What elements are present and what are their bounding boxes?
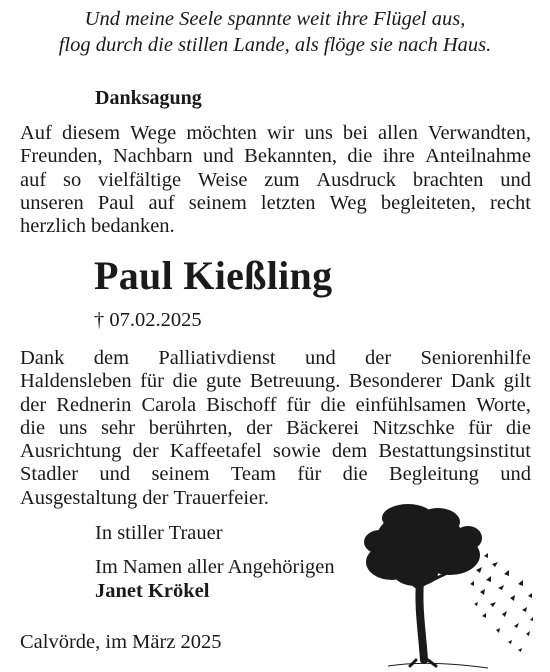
word: die <box>347 145 373 168</box>
death-date: † 07.02.2025 <box>94 309 202 331</box>
tree-with-flying-leaves-icon <box>358 500 538 672</box>
acknowledgement-paragraph <box>20 347 531 510</box>
paragraph-line <box>20 463 531 486</box>
paragraph-line <box>20 440 531 463</box>
verse <box>0 6 550 58</box>
word: Weg <box>329 191 367 214</box>
word: für <box>297 463 322 486</box>
word: Bäckerei <box>286 416 359 439</box>
word: die <box>342 463 368 486</box>
word: zum <box>264 168 300 191</box>
heading: Danksagung <box>95 87 202 109</box>
word: möchten <box>186 122 257 144</box>
deceased-name: Paul Kießling <box>94 253 333 298</box>
word: auf <box>20 168 47 191</box>
word: Ausdruck <box>316 168 397 191</box>
word: und <box>99 463 131 486</box>
verse-line: Und meine Seele spannte weit ihre Flügel aus, <box>84 8 466 30</box>
word: Wege <box>130 122 177 144</box>
word: dem <box>331 440 368 463</box>
word: auf <box>148 191 175 214</box>
word: Bestattungsinstitut <box>378 440 531 463</box>
word: der <box>20 393 47 416</box>
word: dem <box>93 347 130 369</box>
place-date: Calvörde, im März 2025 <box>20 631 222 653</box>
word: Verwandten, <box>427 122 531 144</box>
word: Ausrichtung <box>20 440 122 463</box>
word: so <box>62 168 82 191</box>
paragraph-line <box>20 347 531 370</box>
word: der <box>132 440 159 463</box>
word: Palliativdienst <box>158 347 276 369</box>
word: bedanken. <box>91 215 175 238</box>
word: Dank <box>20 347 65 369</box>
paragraph-line <box>20 394 531 417</box>
word: Freunden, <box>20 145 103 168</box>
word: Trauerfeier. <box>173 486 269 509</box>
closing-line: Im Namen aller Angehörigen <box>95 556 335 578</box>
paragraph-line <box>20 370 531 393</box>
word: uns <box>304 122 333 144</box>
word: gilt <box>503 370 531 393</box>
thanks-paragraph <box>20 122 531 238</box>
word: Stadler <box>20 463 79 486</box>
word: die <box>172 370 198 393</box>
word: unseren <box>20 191 84 214</box>
word: herzlich <box>20 215 87 238</box>
word: Weise <box>197 168 248 191</box>
word: der <box>142 486 169 509</box>
word: und <box>304 347 336 369</box>
word: seinem <box>151 463 210 486</box>
word: Paul <box>97 191 135 214</box>
word: Nitzschke <box>372 416 455 439</box>
word: berührten, <box>148 416 233 439</box>
paragraph-line <box>20 169 531 192</box>
paragraph-line <box>20 145 531 168</box>
word: Begleitung <box>388 463 479 486</box>
word: Bekannten, <box>244 145 337 168</box>
word: uns <box>58 416 88 439</box>
word: Seniorenhilfe <box>420 347 531 369</box>
word: Nachbarn <box>112 145 193 168</box>
closing-line: In stiller Trauer <box>95 522 223 544</box>
word: für <box>468 416 493 439</box>
word: Team <box>230 463 277 486</box>
word: Carola <box>141 393 197 416</box>
paragraph-line <box>20 215 531 238</box>
word: der <box>365 347 392 369</box>
word: die <box>505 416 531 439</box>
verse-line: flog durch die stillen Lande, als flöge sie nach Haus. <box>58 34 492 56</box>
word: Rednerin <box>56 393 132 416</box>
word: begleiteten, <box>380 191 476 214</box>
word: Betreuung. <box>249 370 341 393</box>
word: und <box>500 463 531 486</box>
word: einfühlsamen <box>355 393 467 416</box>
paragraph-line <box>20 122 531 145</box>
paragraph-line <box>20 192 531 215</box>
word: diesem <box>61 122 121 144</box>
word: der <box>246 416 273 439</box>
word: und <box>500 168 531 191</box>
word: Dank <box>450 370 496 393</box>
word: Besonderer <box>348 370 443 393</box>
word: Anteilnahme <box>425 145 531 168</box>
word: recht <box>490 191 531 214</box>
word: für <box>140 370 164 393</box>
word: und <box>203 145 234 168</box>
word: gute <box>206 370 242 393</box>
word: bei <box>342 122 368 144</box>
word: Haldensleben <box>20 370 132 393</box>
word: wir <box>266 122 295 144</box>
word: für <box>286 393 311 416</box>
word: die <box>20 416 46 439</box>
signer-name: Janet Krökel <box>95 580 210 602</box>
word: sehr <box>100 416 136 439</box>
word: Worte, <box>476 393 531 416</box>
word: letzten <box>260 191 316 214</box>
word: brachten <box>412 168 484 191</box>
word: vielfältige <box>97 168 182 191</box>
word: seinem <box>188 191 247 214</box>
word: ihre <box>382 145 415 168</box>
word: allen <box>378 122 418 144</box>
paragraph-line <box>20 417 531 440</box>
word: Ausgestaltung <box>20 486 138 509</box>
word: Auf <box>20 122 52 144</box>
word: die <box>320 393 346 416</box>
word: Bischoff <box>206 393 277 416</box>
word: sowie <box>272 440 321 463</box>
word: Kaffeetafel <box>169 440 262 463</box>
